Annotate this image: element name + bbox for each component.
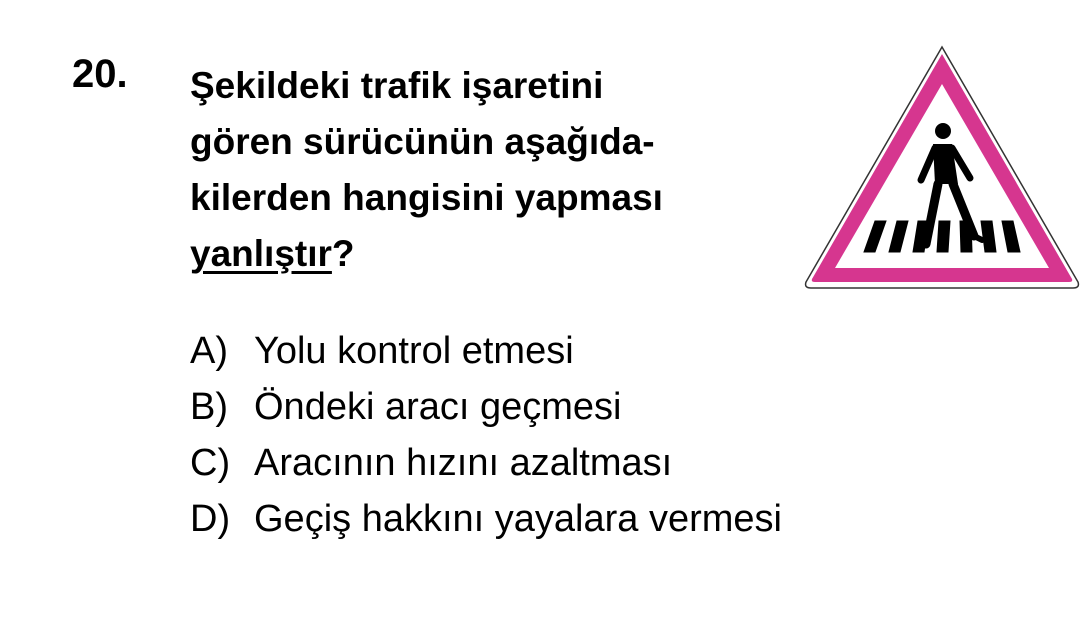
answer-options (190, 323, 782, 547)
option-c[interactable] (190, 435, 782, 491)
question-line: kilerden hangisini yapması (190, 177, 663, 218)
question-text (190, 58, 800, 282)
option-text: Geçiş hakkını yayalara vermesi (254, 498, 782, 540)
option-b[interactable] (190, 379, 782, 435)
option-text: Öndeki aracı geçmesi (254, 386, 622, 428)
question-line-last (190, 226, 800, 282)
emphasis-word: yanlıştır (190, 233, 332, 274)
option-a[interactable] (190, 323, 782, 379)
question-mark: ? (331, 233, 355, 274)
option-letter: C) (190, 442, 231, 484)
question-line: Şekildeki trafik işaretini (190, 65, 604, 106)
option-text: Yolu kontrol etmesi (254, 330, 574, 372)
pedestrian-crossing-sign-icon (802, 44, 1082, 290)
option-d[interactable] (190, 491, 782, 547)
option-letter: D) (190, 498, 231, 540)
question-number: 20. (72, 52, 128, 96)
option-letter: A) (190, 330, 228, 372)
option-letter: B) (190, 386, 228, 428)
question-line: gören sürücünün aşağıda- (190, 121, 655, 162)
option-text: Aracının hızını azaltması (254, 442, 673, 484)
